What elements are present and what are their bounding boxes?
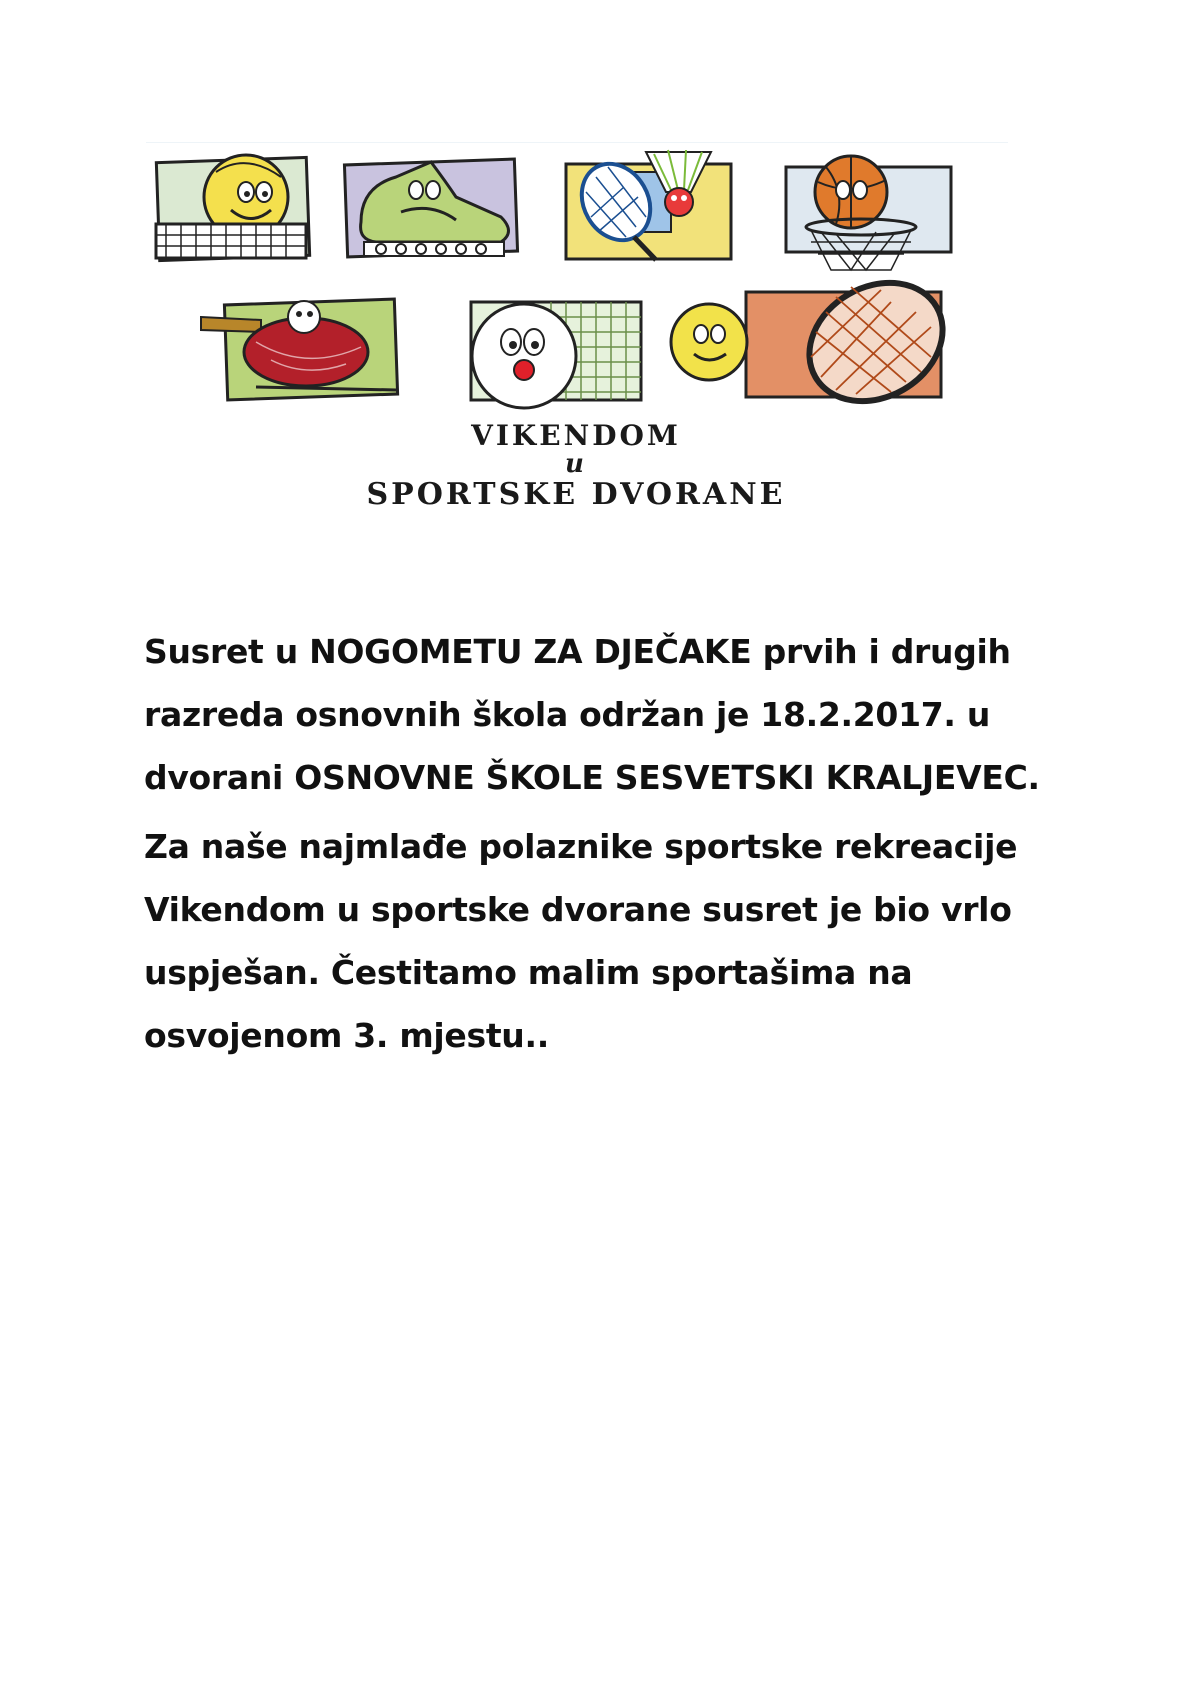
logo-line-1: VIKENDOM bbox=[471, 419, 681, 452]
article-paragraph-1: Susret u NOGOMETU ZA DJEČAKE prvih i drugih razreda osnovnih škola održan je 18.2.2017. u dvorani OSNOVNE ŠKOLE SESVETSKI KRALJEVEC. bbox=[144, 632, 1040, 797]
article-paragraph-2: Za naše najmlađe polaznike sportske rekreacije Vikendom u sportske dvorane susret je bio vrlo uspješan. Čestitamo malim sportašima na osvojenom 3. mjestu.. bbox=[144, 827, 1018, 1055]
badminton-icon bbox=[566, 150, 731, 260]
sports-banner-logo bbox=[146, 142, 1008, 510]
football-goal-icon bbox=[471, 302, 641, 408]
logo-line-2: u bbox=[565, 449, 587, 479]
basketball-icon bbox=[786, 156, 951, 270]
article-body bbox=[144, 620, 1064, 1073]
table-tennis-icon bbox=[201, 299, 398, 400]
football-boot-icon bbox=[344, 159, 517, 257]
tennis-icon bbox=[671, 259, 964, 424]
volleyball-icon bbox=[156, 155, 310, 261]
logo-line-3: SPORTSKE DVORANE bbox=[366, 477, 786, 510]
